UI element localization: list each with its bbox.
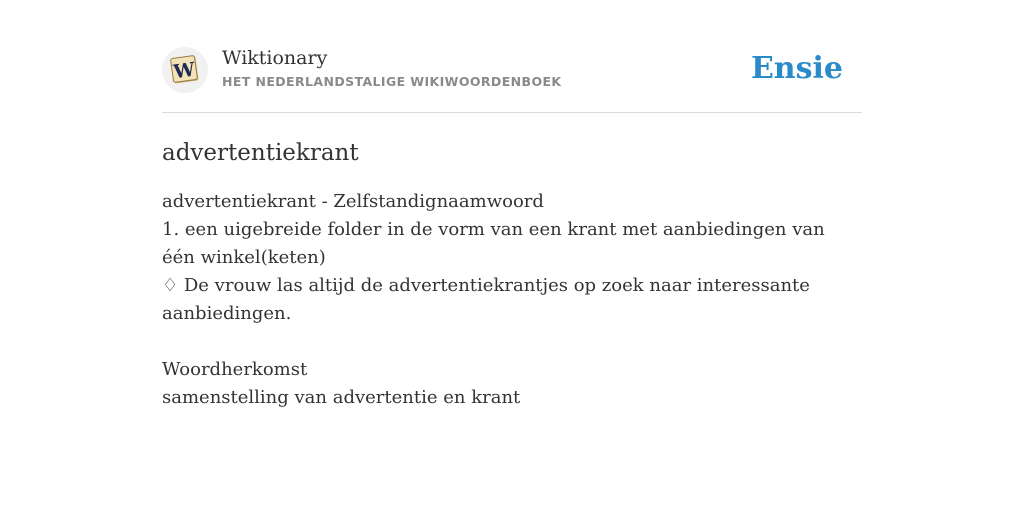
- page: [162, 0, 862, 412]
- entry-content: [162, 188, 862, 412]
- ensie-brand-link[interactable]: Ensie: [750, 51, 843, 86]
- site-tagline: HET NEDERLANDSTALIGE WIKIWOORDENBOEK: [222, 74, 562, 89]
- wiktionary-logo-icon[interactable]: [162, 47, 208, 93]
- page-title: advertentiekrant: [162, 140, 359, 166]
- example-sentence: ♢ De vrouw las altijd de advertentiekrantjes op zoek naar interessante aanbiedingen.: [162, 275, 810, 324]
- header: [162, 0, 862, 113]
- etymology-heading: Woordherkomst: [162, 359, 308, 380]
- word-class-line: advertentiekrant - Zelfstandignaamwoord: [162, 191, 544, 212]
- site-name[interactable]: Wiktionary: [222, 47, 328, 69]
- svg-text:W: W: [172, 58, 197, 84]
- etymology-text: samenstelling van advertentie en krant: [162, 387, 521, 408]
- spacer: [162, 328, 862, 356]
- wiktionary-logo-graphic: [168, 53, 202, 87]
- definition: 1. een uigebreide folder in de vorm van een krant met aanbiedingen van één winkel(keten): [162, 219, 825, 268]
